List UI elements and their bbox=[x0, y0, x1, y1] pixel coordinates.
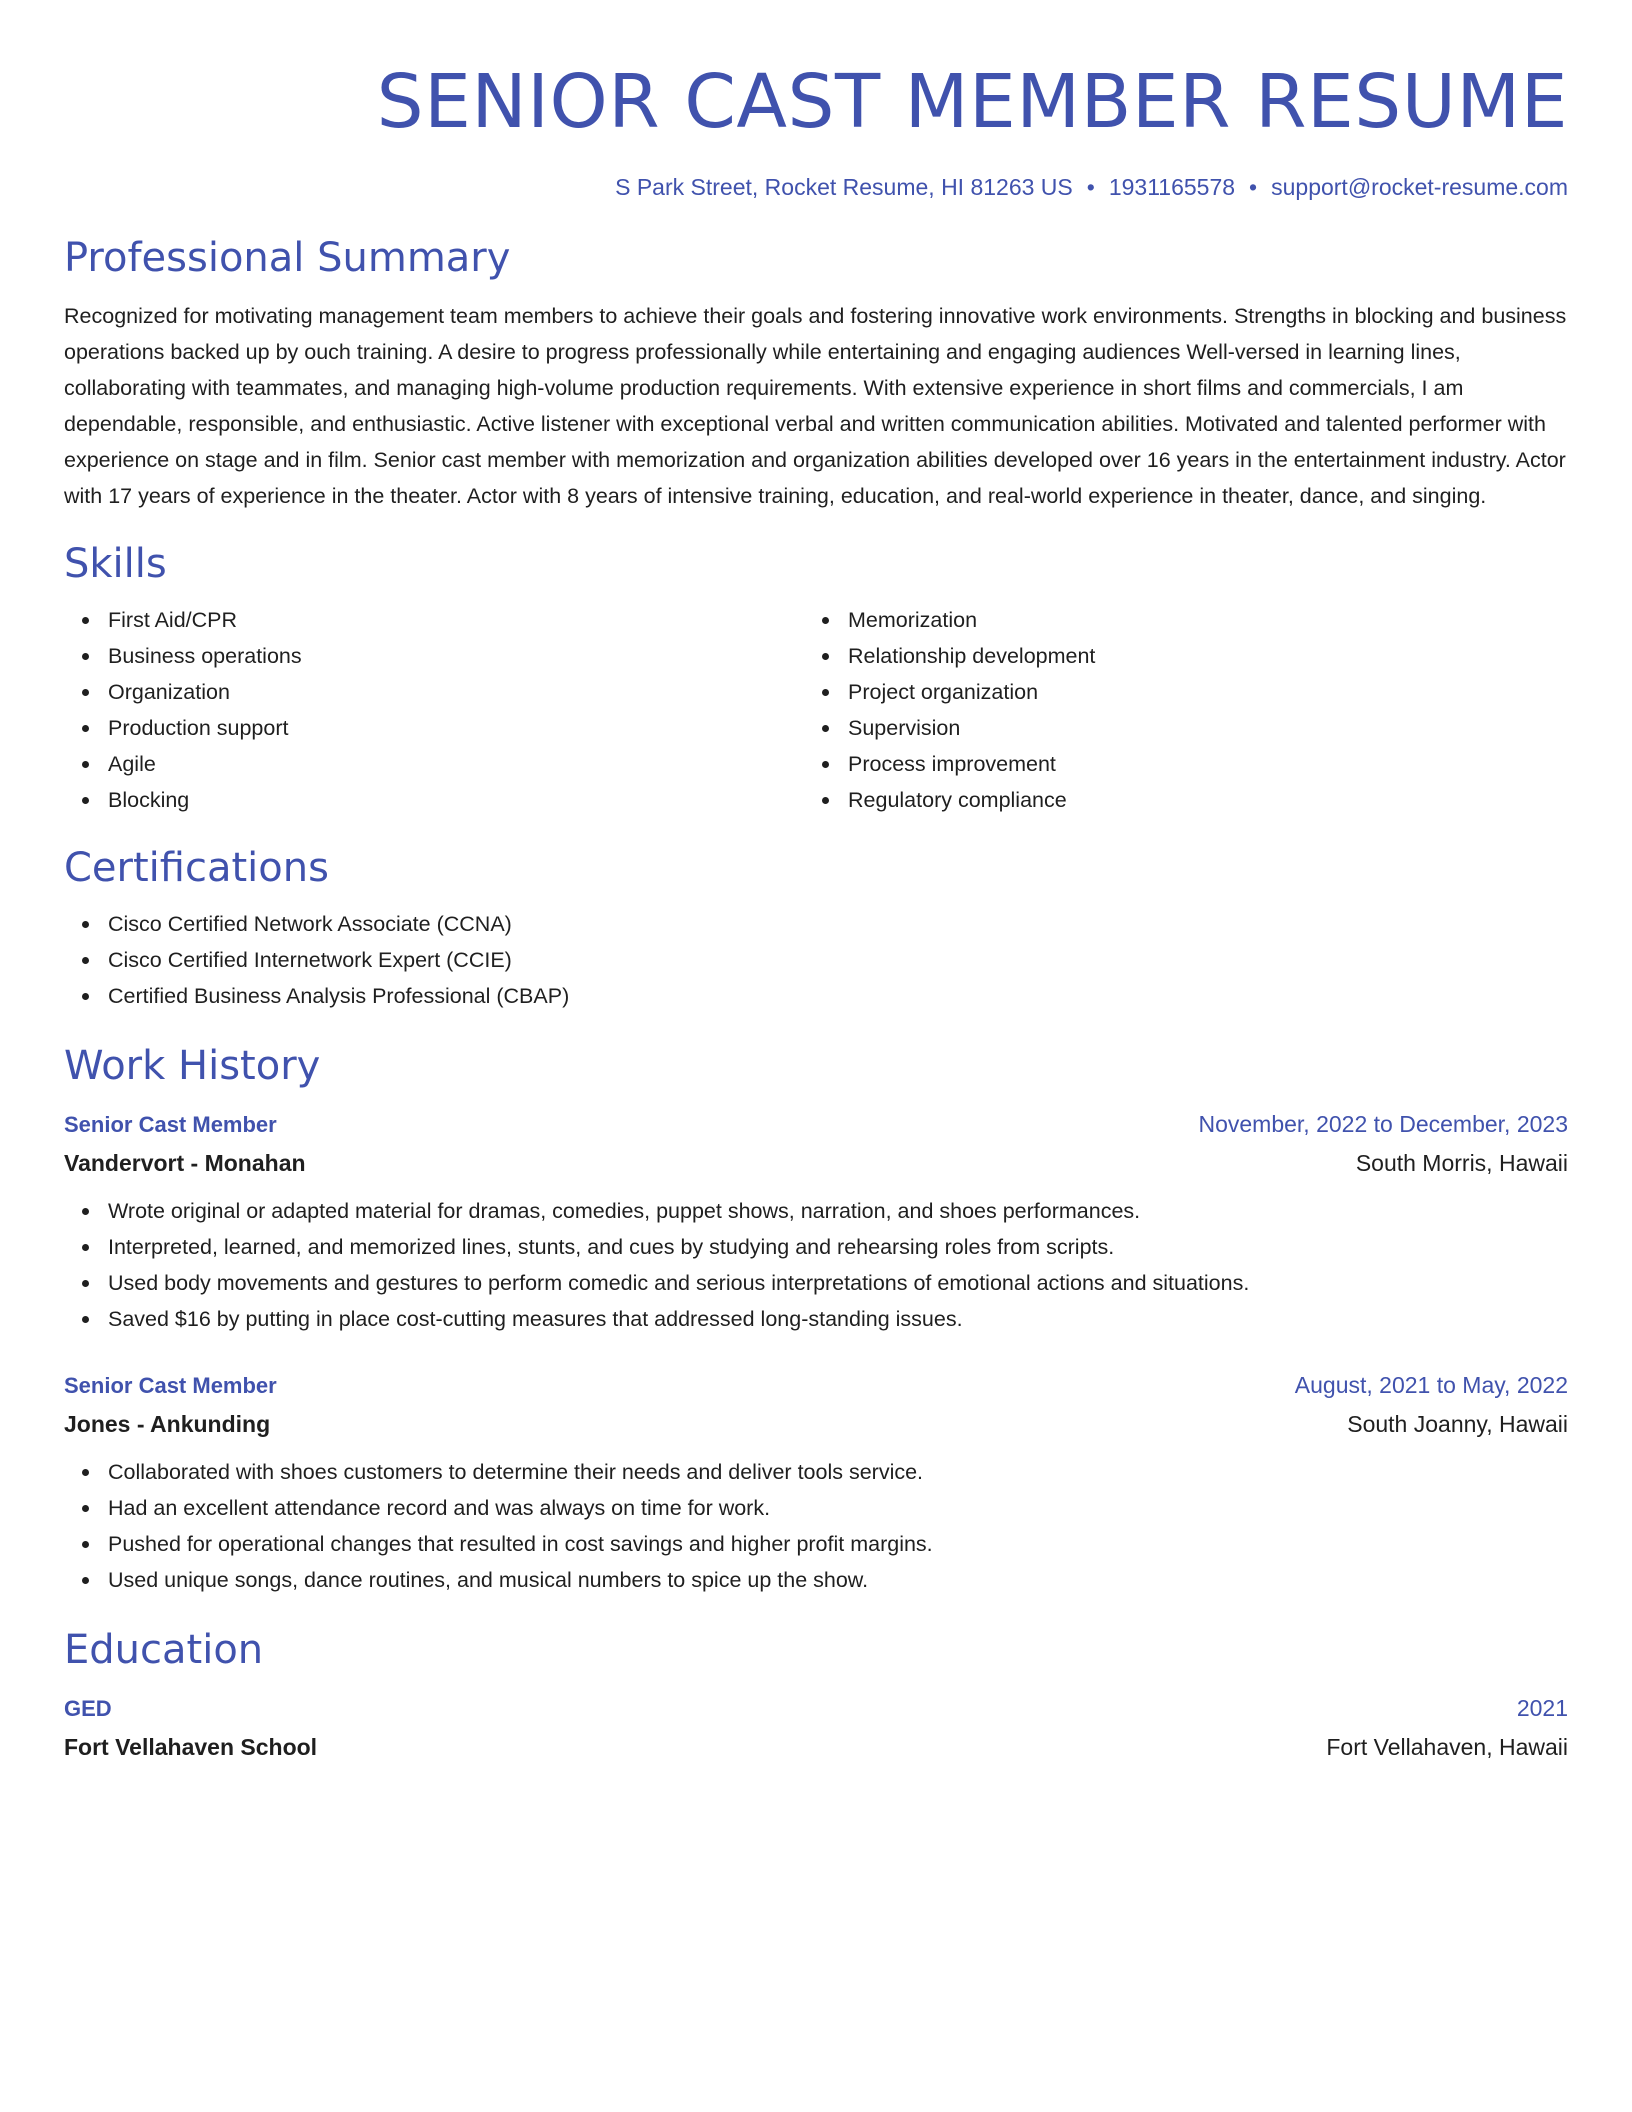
education-school-row bbox=[64, 1727, 1568, 1767]
contact-address: S Park Street, Rocket Resume, HI 81263 US bbox=[615, 174, 1073, 200]
job-employer-row bbox=[64, 1143, 1568, 1183]
job-header-row bbox=[64, 1106, 1568, 1143]
certifications-heading: Certifications bbox=[64, 845, 329, 891]
skill-item: Relationship development bbox=[848, 638, 1544, 674]
job-bullet: Collaborated with shoes customers to determine their needs and deliver tools service. bbox=[108, 1454, 1568, 1490]
job-bullet: Interpreted, learned, and memorized lines, stunts, and cues by studying and rehearsing roles from scripts. bbox=[108, 1229, 1568, 1265]
job-bullets bbox=[64, 1454, 1568, 1598]
job-bullet: Saved $16 by putting in place cost-cutting measures that addressed long-standing issues. bbox=[108, 1301, 1568, 1337]
certification-item: Cisco Certified Internetwork Expert (CCIE) bbox=[108, 942, 1568, 978]
education-section bbox=[64, 1624, 1568, 1767]
resume-title: SENIOR CAST MEMBER RESUME bbox=[376, 59, 1568, 145]
education-entry bbox=[64, 1690, 1568, 1767]
job-title: Senior Cast Member bbox=[64, 1373, 277, 1398]
job-bullet: Pushed for operational changes that resulted in cost savings and higher profit margins. bbox=[108, 1526, 1568, 1562]
education-location: Fort Vellahaven, Hawaii bbox=[1326, 1734, 1568, 1760]
contact-separator: • bbox=[1249, 174, 1258, 200]
job-header-row bbox=[64, 1367, 1568, 1404]
skill-item: Blocking bbox=[108, 782, 804, 818]
skill-item: Business operations bbox=[108, 638, 804, 674]
work-history-heading: Work History bbox=[64, 1043, 321, 1089]
contact-phone: 1931165578 bbox=[1108, 174, 1236, 200]
job-employer-row bbox=[64, 1404, 1568, 1444]
job-dates: November, 2022 to December, 2023 bbox=[1198, 1111, 1568, 1137]
contact-line bbox=[64, 172, 1568, 202]
job-dates: August, 2021 to May, 2022 bbox=[1294, 1372, 1568, 1398]
education-school: Fort Vellahaven School bbox=[64, 1734, 318, 1760]
skills-section bbox=[64, 538, 1568, 818]
skill-item: Process improvement bbox=[848, 746, 1544, 782]
job-bullet: Had an excellent attendance record and was always on time for work. bbox=[108, 1490, 1568, 1526]
skill-item: Production support bbox=[108, 710, 804, 746]
skills-list-right bbox=[804, 602, 1544, 818]
skills-list-left bbox=[64, 602, 804, 818]
job-location: South Morris, Hawaii bbox=[1355, 1150, 1568, 1176]
skills-column-left bbox=[64, 602, 804, 818]
work-history-section bbox=[64, 1040, 1568, 1598]
skill-item: Regulatory compliance bbox=[848, 782, 1544, 818]
skill-item: Agile bbox=[108, 746, 804, 782]
job-location: South Joanny, Hawaii bbox=[1347, 1411, 1568, 1437]
job-bullets bbox=[64, 1193, 1568, 1337]
skills-grid bbox=[64, 602, 1568, 818]
summary-section bbox=[64, 232, 1568, 514]
certifications-section bbox=[64, 842, 1568, 1014]
job-bullet: Used body movements and gestures to perform comedic and serious interpretations of emotional actions and situations. bbox=[108, 1265, 1568, 1301]
contact-separator: • bbox=[1086, 174, 1095, 200]
skills-heading: Skills bbox=[64, 541, 167, 587]
job-bullet: Wrote original or adapted material for dramas, comedies, puppet shows, narration, and shoes performances. bbox=[108, 1193, 1568, 1229]
job-title: Senior Cast Member bbox=[64, 1112, 277, 1137]
job-employer: Vandervort - Monahan bbox=[64, 1150, 306, 1176]
job-entry bbox=[64, 1106, 1568, 1337]
skill-item: Project organization bbox=[848, 674, 1544, 710]
education-heading: Education bbox=[64, 1627, 264, 1673]
summary-text: Recognized for motivating management team members to achieve their goals and fostering innovative work environments. Strengths in blocking and business operations backed up by ouch training. A desire to progress professionally while entertaining and engaging audiences Well-versed in learning lines, collaborating with teammates, and managing high-volume production requirements. With extensive experience in short films and commercials, I am dependable, responsible, and enthusiastic. Active listener with exceptional verbal and written communication abilities. Motivated and talented performer with experience on stage and in film. Senior cast member with memorization and organization abilities developed over 16 years in the entertainment industry. Actor with 17 years of experience in the theater. Actor with 8 years of intensive training, education, and real-world experience in theater, dance, and singing. bbox=[64, 304, 1567, 508]
job-entry bbox=[64, 1367, 1568, 1598]
contact-email: support@rocket-resume.com bbox=[1271, 174, 1568, 200]
job-employer: Jones - Ankunding bbox=[64, 1411, 271, 1437]
education-degree: GED bbox=[64, 1696, 112, 1721]
education-header-row bbox=[64, 1690, 1568, 1727]
skill-item: First Aid/CPR bbox=[108, 602, 804, 638]
skill-item: Memorization bbox=[848, 602, 1544, 638]
education-year: 2021 bbox=[1516, 1695, 1568, 1721]
summary-heading: Professional Summary bbox=[64, 235, 511, 281]
certification-item: Certified Business Analysis Professional (CBAP) bbox=[108, 978, 1568, 1014]
certifications-list bbox=[64, 906, 1568, 1014]
skill-item: Organization bbox=[108, 674, 804, 710]
certification-item: Cisco Certified Network Associate (CCNA) bbox=[108, 906, 1568, 942]
skills-column-right bbox=[804, 602, 1544, 818]
job-bullet: Used unique songs, dance routines, and musical numbers to spice up the show. bbox=[108, 1562, 1568, 1598]
skill-item: Supervision bbox=[848, 710, 1544, 746]
